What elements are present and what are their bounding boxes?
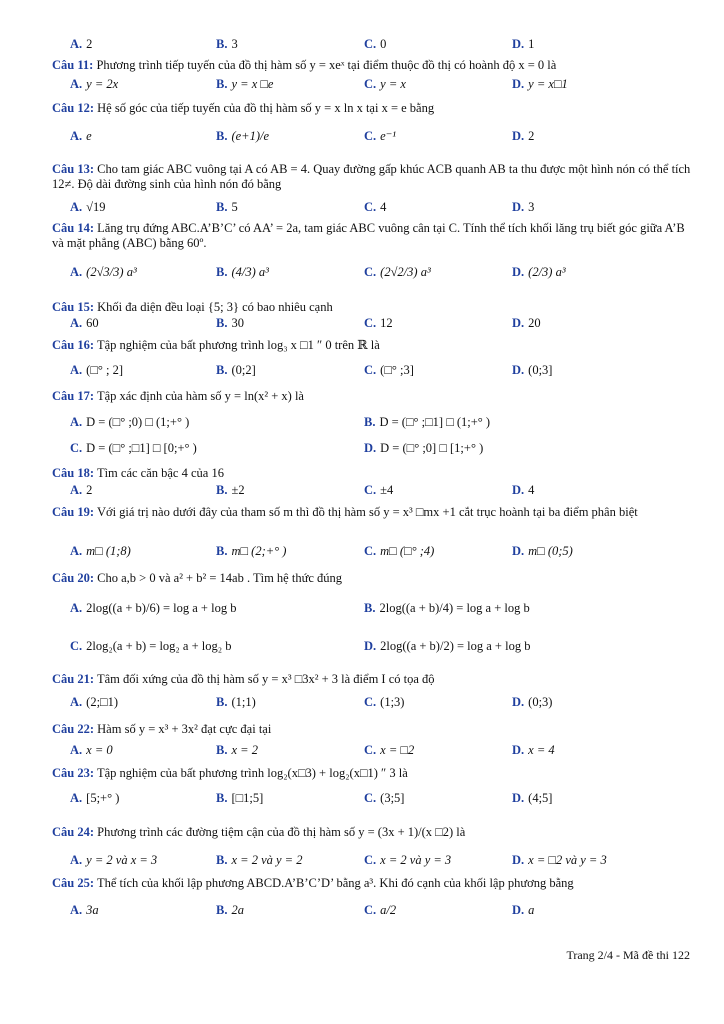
question-24: Câu 24: Phương trình các đường tiệm cận của đồ thị hàm số y = (3x + 1)/(x □2) là	[52, 825, 466, 839]
question-19: Câu 19: Với giá trị nào dưới đây của tham số m thì đồ thị hàm số y = x³ □mx +1 cắt trục hoành tại ba điểm phân biệt	[52, 505, 638, 519]
option-a[interactable]: A. x = 0	[70, 743, 113, 757]
option-a[interactable]: A. D = (□° ;0) □ (1;+° )	[70, 415, 190, 429]
answer-row	[0, 638, 724, 660]
answer-row	[0, 128, 724, 150]
option-b[interactable]: B. (e+1)/e	[216, 129, 270, 143]
option-c[interactable]: C. a/2	[364, 903, 397, 917]
page-footer: Trang 2/4 - Mã đề thi 122	[566, 948, 690, 962]
option-d[interactable]: D. (4;5]	[512, 791, 553, 805]
option-b[interactable]: B. 2a	[216, 903, 244, 917]
option-b[interactable]: B. (0;2]	[216, 363, 256, 377]
option-c[interactable]: C. ±4	[364, 483, 394, 497]
answer-row	[0, 482, 724, 504]
option-d[interactable]: D. (0;3]	[512, 363, 553, 377]
answer-row	[0, 36, 724, 58]
answer-row	[0, 600, 724, 622]
option-c[interactable]: C. m□ (□° ;4)	[364, 544, 435, 558]
option-b[interactable]: B. 5	[216, 200, 238, 214]
option-a[interactable]: A. [5;+° )	[70, 791, 120, 805]
option-c[interactable]: C. D = (□° ;□1] □ [0;+° )	[70, 441, 197, 455]
option-a[interactable]: A. (□° ; 2]	[70, 363, 124, 377]
option-a[interactable]: A. m□ (1;8)	[70, 544, 131, 558]
option-b[interactable]: B. 30	[216, 316, 244, 330]
option-d[interactable]: D. D = (□° ;0] □ [1;+° )	[364, 441, 484, 455]
answer-row	[0, 742, 724, 764]
option-d[interactable]: D. 3	[512, 200, 535, 214]
option-c[interactable]: C. y = x	[364, 77, 406, 91]
option-b[interactable]: B. x = 2 và y = 2	[216, 853, 303, 867]
question-21: Câu 21: Tâm đối xứng của đồ thị hàm số y = x³ □3x² + 3 là điểm I có tọa độ	[52, 672, 435, 686]
question-18: Câu 18: Tìm các căn bậc 4 của 16	[52, 466, 224, 480]
answer-row	[0, 790, 724, 812]
option-b[interactable]: B. 2log((a + b)/4) = log a + log b	[364, 601, 530, 615]
answer-row	[0, 440, 724, 462]
question-20: Câu 20: Cho a,b > 0 và a² + b² = 14ab . Tìm hệ thức đúng	[52, 571, 343, 585]
option-b[interactable]: B. x = 2	[216, 743, 258, 757]
question-16: Câu 16: Tập nghiệm của bất phương trình log₃ x □1 ″ 0 trên ℝ là	[52, 338, 380, 352]
answer-row	[0, 902, 724, 924]
option-d[interactable]: D. 4	[512, 483, 535, 497]
option-b[interactable]: B. 3	[216, 37, 238, 51]
option-b[interactable]: B. (4/3) a³	[216, 265, 269, 279]
option-a[interactable]: A. 2	[70, 483, 93, 497]
option-d[interactable]: D. x = □2 và y = 3	[512, 853, 607, 867]
option-c[interactable]: C. (□° ;3]	[364, 363, 414, 377]
option-d[interactable]: D. m□ (0;5)	[512, 544, 573, 558]
option-a[interactable]: A. 60	[70, 316, 99, 330]
question-13: Câu 13: Cho tam giác ABC vuông tại A có AB = 4. Quay đường gấp khúc ACB quanh AB ta thu được một hình nón có thể tích 12≠. Độ dài đường sinh của hình nón đó bằng	[52, 162, 691, 191]
option-d[interactable]: D. 20	[512, 316, 541, 330]
option-a[interactable]: A. 3a	[70, 903, 99, 917]
option-c[interactable]: C. (3;5]	[364, 791, 405, 805]
option-b[interactable]: B. [□1;5]	[216, 791, 264, 805]
question-23: Câu 23: Tập nghiệm của bất phương trình log₂(x□3) + log₂(x□1) ″ 3 là	[52, 766, 408, 780]
option-b[interactable]: B. (1;1)	[216, 695, 256, 709]
answer-row	[0, 543, 724, 565]
question-12: Câu 12: Hệ số góc của tiếp tuyến của đồ thị hàm số y = x ln x tại x = e bằng	[52, 101, 435, 115]
answer-row	[0, 362, 724, 384]
answer-row	[0, 76, 724, 98]
answer-row	[0, 852, 724, 874]
answer-row	[0, 199, 724, 221]
option-a[interactable]: A. √19	[70, 200, 106, 214]
option-a[interactable]: A. y = 2 và x = 3	[70, 853, 158, 867]
option-c[interactable]: C. e⁻¹	[364, 129, 397, 143]
option-a[interactable]: A. (2;□1)	[70, 695, 119, 709]
option-d[interactable]: D. (0;3)	[512, 695, 553, 709]
option-c[interactable]: C. 2log₂(a + b) = log₂ a + log₂ b	[70, 639, 232, 653]
option-a[interactable]: A. 2log((a + b)/6) = log a + log b	[70, 601, 237, 615]
option-b[interactable]: B. ±2	[216, 483, 245, 497]
option-b[interactable]: B. D = (□° ;□1] □ (1;+° )	[364, 415, 491, 429]
option-d[interactable]: D. 2	[512, 129, 535, 143]
question-22: Câu 22: Hàm số y = x³ + 3x² đạt cực đại tại	[52, 722, 272, 736]
question-25: Câu 25: Thể tích của khối lập phương ABCD.A’B’C’D’ bằng a³. Khi đó cạnh của khối lập phương bằng	[52, 876, 574, 890]
option-d[interactable]: D. (2/3) a³	[512, 265, 566, 279]
option-c[interactable]: C. 0	[364, 37, 387, 51]
option-d[interactable]: D. 2log((a + b)/2) = log a + log b	[364, 639, 531, 653]
question-17: Câu 17: Tập xác định của hàm số y = ln(x² + x) là	[52, 389, 304, 403]
option-c[interactable]: C. x = □2	[364, 743, 415, 757]
option-d[interactable]: D. x = 4	[512, 743, 555, 757]
option-a[interactable]: A. 2	[70, 37, 93, 51]
option-d[interactable]: D. a	[512, 903, 535, 917]
option-d[interactable]: D. 1	[512, 37, 535, 51]
option-b[interactable]: B. m□ (2;+° )	[216, 544, 287, 558]
question-14: Câu 14: Lăng trụ đứng ABC.A’B’C’ có AA’ = 2a, tam giác ABC vuông cân tại C. Tính thể tích khối lăng trụ biết góc giữa A’B và mặt phẳng (ABC) bằng 60º.	[52, 221, 685, 250]
question-15: Câu 15: Khối đa diện đều loại {5; 3} có bao nhiêu cạnh	[52, 300, 333, 314]
option-a[interactable]: A. e	[70, 129, 92, 143]
option-c[interactable]: C. (2√2/3) a³	[364, 265, 431, 279]
option-d[interactable]: D. y = x□1	[512, 77, 568, 91]
answer-row	[0, 694, 724, 716]
option-a[interactable]: A. y = 2x	[70, 77, 119, 91]
answer-row	[0, 264, 724, 286]
answer-row	[0, 315, 724, 337]
option-c[interactable]: C. 4	[364, 200, 387, 214]
option-a[interactable]: A. (2√3/3) a³	[70, 265, 137, 279]
option-c[interactable]: C. x = 2 và y = 3	[364, 853, 452, 867]
option-c[interactable]: C. 12	[364, 316, 393, 330]
option-c[interactable]: C. (1;3)	[364, 695, 405, 709]
answer-row	[0, 414, 724, 436]
option-b[interactable]: B. y = x □e	[216, 77, 274, 91]
question-11: Câu 11: Phương trình tiếp tuyến của đồ thị hàm số y = xeˣ tại điểm thuộc đồ thị có hoành độ x = 0 là	[52, 58, 557, 72]
